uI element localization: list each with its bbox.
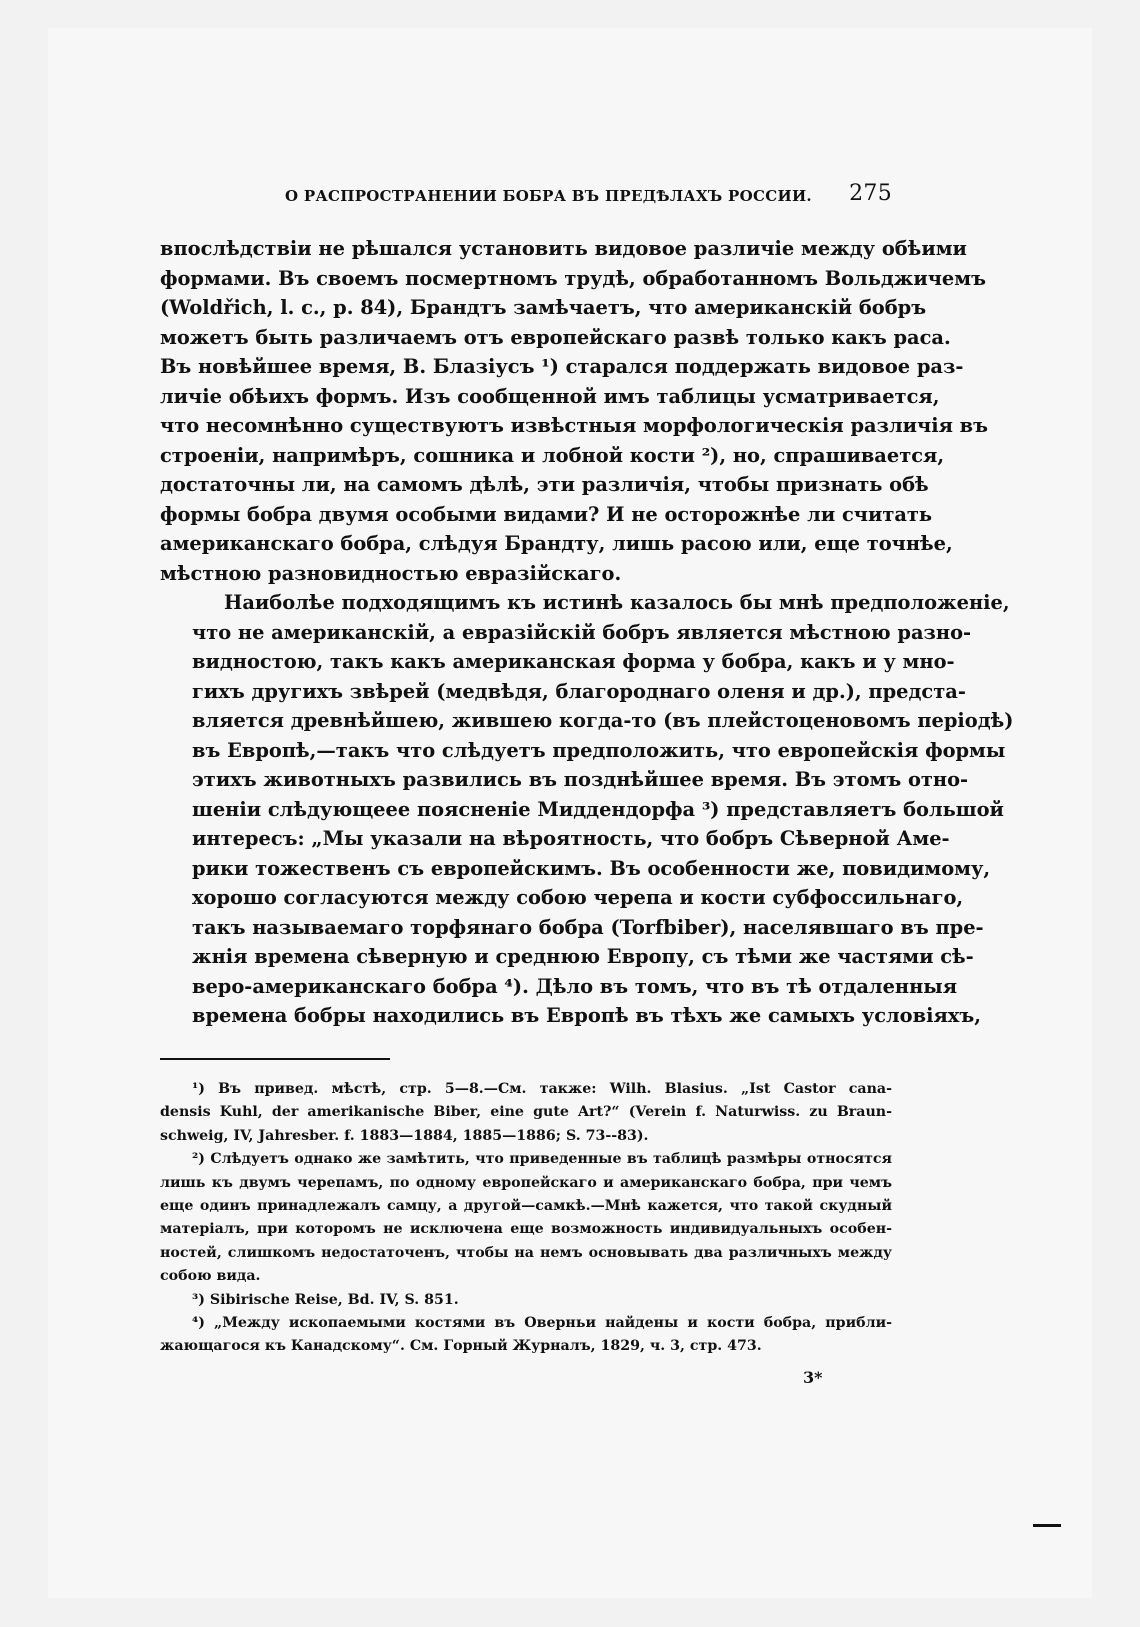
text-line: гихъ другихъ звѣрей (медвѣдя, благороднаго оленя и др.), предста-	[192, 679, 966, 703]
footnote-line: собою вида.	[160, 1268, 261, 1285]
text-line: впослѣдствіи не рѣшался установить видовое различіе между обѣими	[160, 237, 967, 260]
text-line: достаточны ли, на самомъ дѣлѣ, эти различія, чтобы признать обѣ	[160, 473, 929, 496]
footnote-3	[160, 1289, 892, 1312]
signature-mark: 3*	[803, 1368, 823, 1387]
paragraph-1	[160, 234, 989, 588]
text-line: что несомнѣнно существуютъ извѣстныя морфологическія различія въ	[160, 414, 989, 437]
text-line: формами. Въ своемъ посмертномъ трудѣ, обработанномъ Вольджичемъ	[160, 266, 986, 290]
text-line: что не американскій, а евразійскій бобръ является мѣстною разно-	[192, 620, 972, 644]
footnote-line: ностей, слишкомъ недостаточенъ, чтобы на немъ основывать два различныхъ между	[160, 1244, 892, 1261]
footnote-line: лишь къ двумъ черепамъ, по одному европейскаго и американскаго бобра, при чемъ	[160, 1174, 892, 1191]
footnote-line: ²) Слѣдуетъ однако же замѣтить, что приведенные въ таблицѣ размѣры относятся	[192, 1151, 892, 1168]
edge-dash	[1033, 1524, 1061, 1527]
text-line: интересъ: „Мы указали на вѣроятность, что бобръ Сѣверной Аме-	[192, 827, 950, 850]
text-line: видностою, такъ какъ американская форма у бобра, какъ и у мно-	[192, 650, 955, 673]
paragraph-2	[160, 588, 1014, 1031]
text-line: такъ называемаго торфянаго бобра (Torfbiber), населявшаго въ пре-	[192, 915, 984, 939]
text-line: Наиболѣе подходящимъ къ истинѣ казалось бы мнѣ предположеніе,	[224, 591, 1010, 614]
footnote-line: ³) Sibirische Reise, Bd. IV, S. 851.	[192, 1291, 459, 1308]
text-line: рики тожественъ съ европейскимъ. Въ особенности же, повидимому,	[192, 856, 991, 880]
footnote-line: schweig, IV, Jahresber. f. 1883—1884, 1885—1886; S. 73--83).	[160, 1127, 649, 1144]
text-line: этихъ животныхъ развились въ позднѣйшее время. Въ этомъ отно-	[192, 768, 969, 791]
footnote-line: еще одинъ принадлежалъ самцу, а другой—самкѣ.—Мнѣ кажется, что такой скудный	[160, 1198, 892, 1215]
text-line: шеніи слѣдующеее поясненіе Миддендорфа ³) представляетъ большой	[192, 797, 1004, 821]
text-line: мѣстною разновидностью евразійскаго.	[160, 561, 622, 585]
footnote-separator	[160, 1058, 390, 1060]
page-number: 275	[849, 181, 892, 206]
text-line: хорошо согласуются между собою черепа и кости субфоссильнаго,	[192, 886, 964, 909]
text-line: американскаго бобра, слѣдуя Брандту, лишь расою или, еще точнѣе,	[160, 532, 953, 555]
running-title: О РАСПРОСТРАНЕНИИ БОБРА ВЪ ПРЕДѢЛАХЪ РОССИИ.	[285, 187, 812, 205]
footnote-line: жающагося къ Канадскому“. См. Горный Журналъ, 1829, ч. 3, стр. 473.	[160, 1338, 762, 1355]
text-line: можетъ быть различаемъ отъ европейскаго развѣ только какъ раса.	[160, 325, 951, 349]
footnote-line: densis Kuhl, der amerikanische Biber, eine gute Art?“ (Verein f. Naturwiss. zu Braun-	[160, 1104, 892, 1121]
footnotes	[160, 1078, 892, 1359]
footnote-line: ¹) Въ привед. мѣстѣ, стр. 5—8.—См. также: Wilh. Blasius. „Ist Castor cana-	[192, 1081, 892, 1097]
footnote-line: ⁴) „Между ископаемыми костями въ Оверньи найдены и кости бобра, прибли-	[192, 1315, 892, 1332]
text-line: Въ новѣйшее время, В. Блазіусъ ¹) старался поддержать видовое раз-	[160, 355, 964, 378]
text-line: строеніи, напримѣръ, сошника и лобной кости ²), но, спрашивается,	[160, 443, 945, 467]
text-line: формы бобра двумя особыми видами? И не осторожнѣе ли считать	[160, 502, 933, 526]
footnote-2	[160, 1148, 892, 1288]
text-line: веро-американскаго бобра ⁴). Дѣло въ томъ, что въ тѣ отдаленныя	[192, 974, 958, 998]
footnote-line: матеріалъ, при которомъ не исключена еще возможность индивидуальныхъ особен-	[160, 1221, 892, 1238]
text-line: времена бобры находились въ Европѣ въ тѣхъ же самыхъ условіяхъ,	[192, 1004, 981, 1027]
footnote-4	[160, 1312, 892, 1359]
footnote-1	[160, 1078, 892, 1148]
text-line: личіе обѣихъ формъ. Изъ сообщенной имъ таблицы усматривается,	[160, 384, 940, 408]
main-text	[160, 234, 1014, 1031]
text-line: (Woldřich, l. c., p. 84), Брандтъ замѣчаетъ, что американскій бобръ	[160, 296, 927, 319]
text-line: вляется древнѣйшею, жившею когда-то (въ плейстоценовомъ періодѣ)	[192, 709, 1014, 732]
text-line: жнія времена сѣверную и среднюю Европу, съ тѣми же частями сѣ-	[192, 945, 974, 968]
text-line: въ Европѣ,—такъ что слѣдуетъ предположить, что европейскія формы	[192, 738, 1006, 762]
